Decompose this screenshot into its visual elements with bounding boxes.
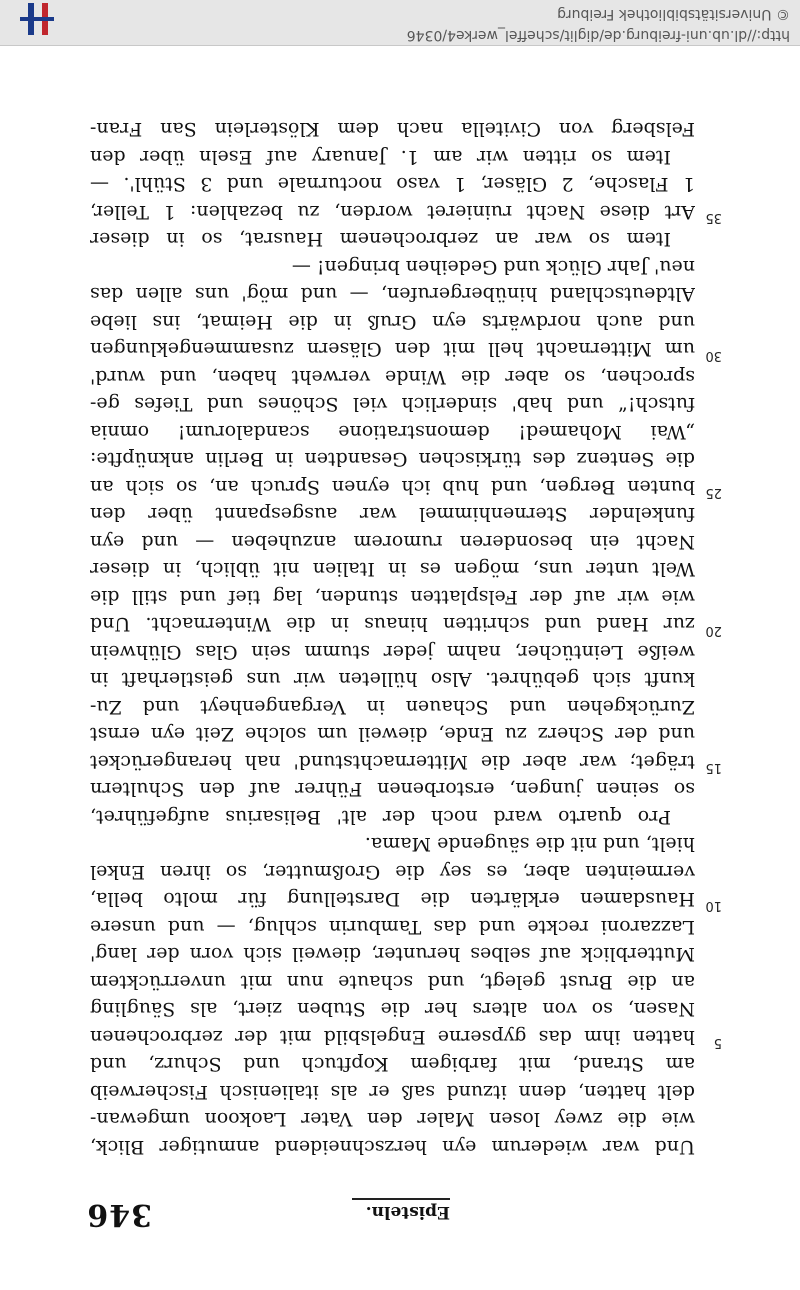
text-line: Art diese Nacht ruinieret worden, zu bezahlen: 1 Teller, xyxy=(90,201,695,223)
text-line: 1 Flasche, 2 Gläser, 1 vaso nocturnale und 3 Stühl'. — xyxy=(90,173,695,196)
text-line: Nasen, so von alters her die Stuben ziert, als Säugling xyxy=(90,998,695,1021)
text-line: hatten ihm das gypserne Engelsbild mit der zerbrochenen xyxy=(90,1026,695,1048)
line-number: 25 xyxy=(705,485,722,500)
text-line: neu' Jahr Glück und Gedeihen bringen! — xyxy=(291,256,695,278)
text-line: Felsberg von Civitella nach dem Klösterlein San Fran- xyxy=(90,118,695,141)
text-line: Item so ritten wir am 1. January auf Eseln über den xyxy=(90,146,671,168)
text-line: „Wai Mohamed! demonstratione scandalorum! omnia xyxy=(90,421,695,443)
text-line: futsch!“ und hab' sinderlich viel Schönes und Tiefes ge- xyxy=(90,393,695,416)
line-number: 15 xyxy=(705,760,722,775)
scanned-page xyxy=(0,46,800,1290)
text-line: wie die zwey losen Maler den Vater Laokoon umgewan- xyxy=(90,1108,695,1131)
library-logo-icon xyxy=(14,3,58,35)
text-line: hielt, und nit die säugende Mama. xyxy=(364,833,695,856)
text-line: funkelnder Sternenhimmel war ausgespannt über den xyxy=(90,503,695,526)
copyright-notice: © Universitätsbibliothek Freiburg xyxy=(557,6,790,22)
page-number: 346 xyxy=(86,1197,152,1232)
line-number: 30 xyxy=(705,348,722,363)
text-line: und auch nordwärts eyn Gruß in die Heimat, ins liebe xyxy=(90,311,695,333)
text-line: die Sentenz des türkischen Gesandten in Berlin anknüpfte: xyxy=(90,448,695,471)
line-numbers xyxy=(698,160,722,1160)
text-line: vermeinten aber, es sey die Großmutter, so ihren Enkel xyxy=(90,861,695,883)
text-line: sprochen, so aber die Winde verweht haben, und wurd' xyxy=(90,366,695,388)
text-line: Lazzaroni reckte und das Tamburin schlug, — und unsere xyxy=(90,916,695,938)
running-head: Episteln. xyxy=(365,1202,450,1222)
text-line: träget; war aber die Mitternachtstund' nah herangerücket xyxy=(90,751,695,773)
text-line: delt hatten, denn itzund saß er als italienisch Fischerweib xyxy=(90,1081,695,1103)
text-line: Nacht ein besonderen rumorem anzuheben — und eyn xyxy=(90,531,695,553)
text-line: um Mitternacht hell mit den Gläsern zusammengeklungen xyxy=(90,338,695,361)
text-line: kunft sich gebühret. Also hülleten wir uns geistlerhaft in xyxy=(90,668,695,691)
line-number: 10 xyxy=(705,898,722,913)
page-url[interactable]: http://dl.ub.uni-freiburg.de/diglit/scheffel_werke4/0346 xyxy=(406,27,790,43)
line-number: 20 xyxy=(705,623,722,638)
running-head-rule xyxy=(352,1198,450,1200)
text-line: Hausdamen erklärten die Darstellung für molto bella, xyxy=(90,888,695,911)
line-number: 35 xyxy=(705,210,722,225)
text-line: Welt unter uns, mögen es in Italien nit üblich, in dieser xyxy=(90,558,695,581)
viewer-footer xyxy=(0,0,800,46)
text-line: Altdeutschland hinübergerufen, — und mög' uns allen das xyxy=(90,283,695,306)
text-line: Und war wiederum eyn herzschneidend anmutiger Blick, xyxy=(90,1136,695,1158)
text-line: Item so war an zerbrochenem Hausrat, so in dieser xyxy=(90,228,671,251)
text-line: wie wir auf der Felsplatten stunden, lag tief und still die xyxy=(90,586,695,608)
text-line: Zurückgehen und Schauen in Vergangenheyt und Zu- xyxy=(90,696,695,718)
body-text xyxy=(90,115,695,1160)
text-line: und der Scherz zu Ende, dieweil um solche Zeit eyn ernst xyxy=(90,723,695,746)
text-line: an die Brust gelegt, und schaute nun mit unverrücktem xyxy=(90,971,695,993)
text-line: Pro quarto ward noch der alt' Belisarius aufgeführet, xyxy=(90,806,671,828)
text-line: weiße Leintücher, nahm jeder stumm sein Glas Glühwein xyxy=(90,641,695,663)
text-line: so seinen jungen, erstorbenen Führer auf den Schultern xyxy=(90,778,695,801)
text-line: bunten Bergen, und hub ich eynen Spruch an, so sich an xyxy=(90,476,695,498)
line-number: 5 xyxy=(713,1035,722,1050)
text-line: Mutterblick auf selbes herunter, dieweil sich vorn der lang' xyxy=(90,943,695,966)
text-line: zur Hand und schritten hinaus in die Winternacht. Und xyxy=(90,613,695,636)
text-line: am Strand, mit farbigem Kopftuch und Schurz, und xyxy=(90,1053,695,1076)
